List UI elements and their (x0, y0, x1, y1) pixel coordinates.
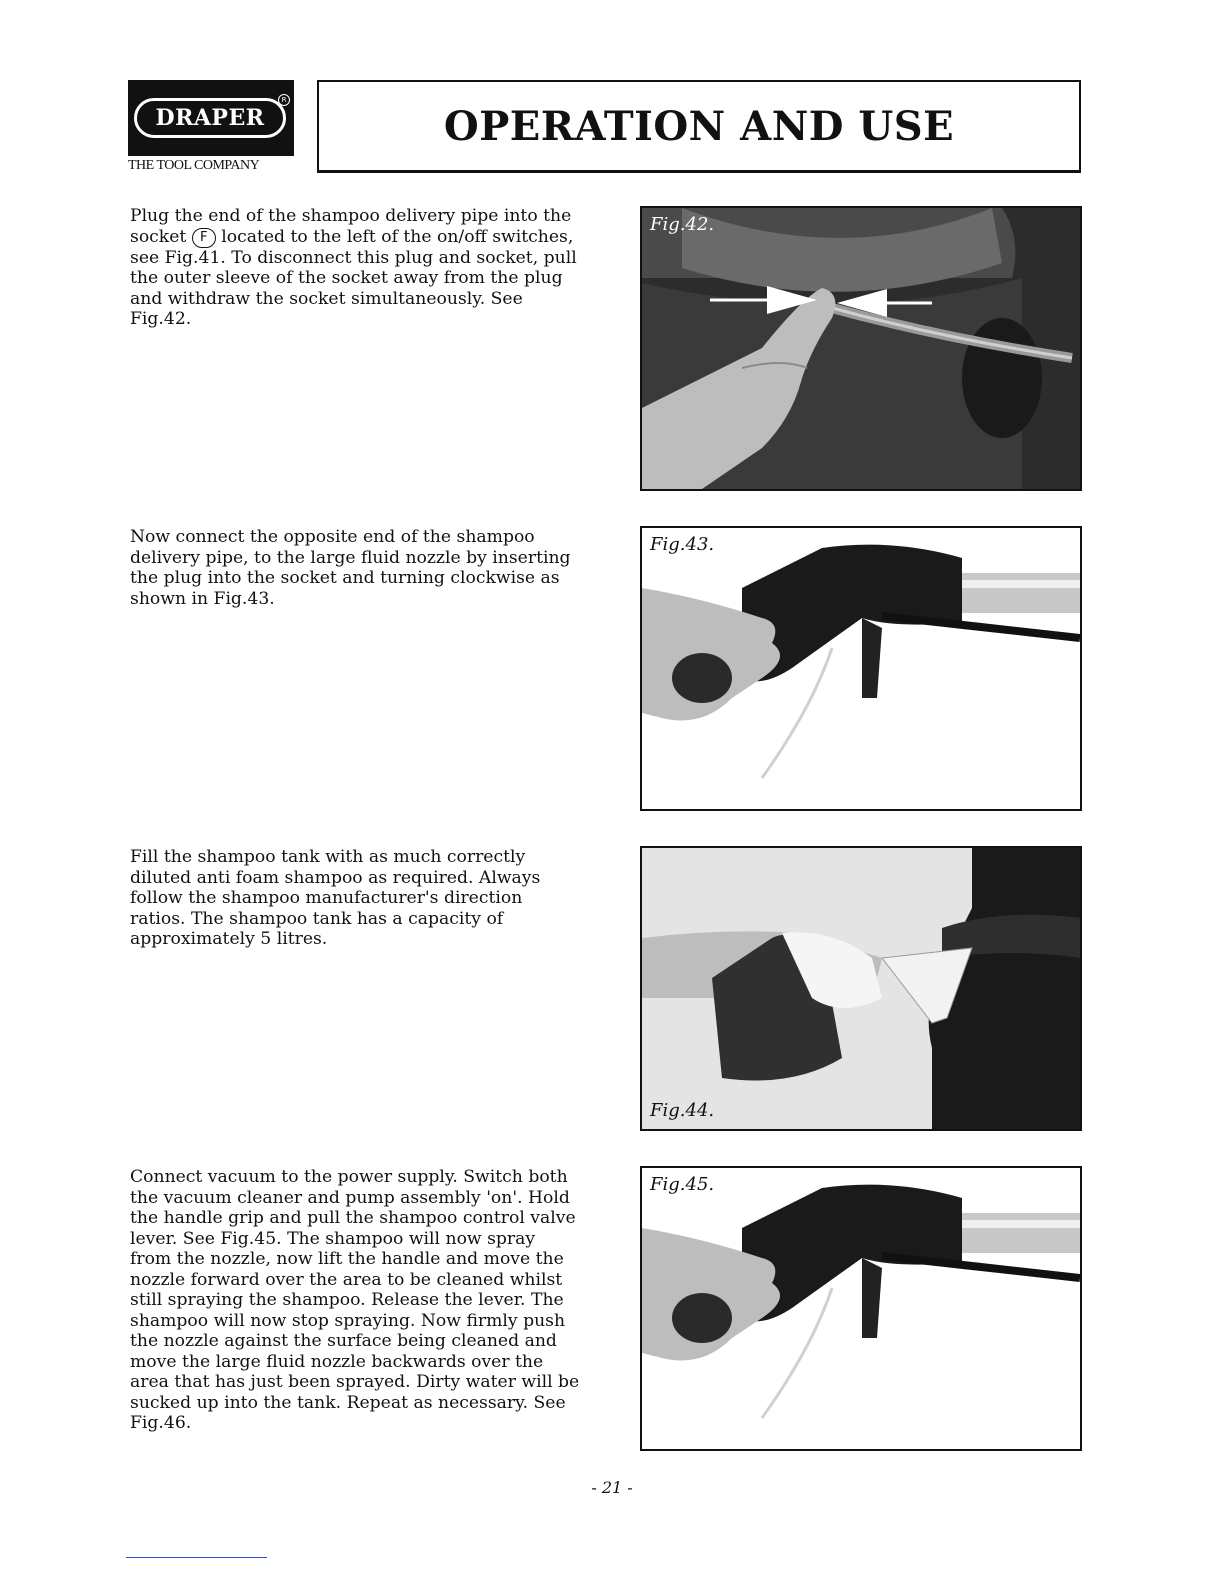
photo-vacuum-socket (642, 208, 1080, 489)
page-title: OPERATION AND USE (443, 102, 955, 150)
title-box (317, 80, 1081, 173)
figure-42 (640, 206, 1082, 491)
footer-rule (126, 1557, 267, 1558)
page-number: - 21 - (591, 1478, 633, 1497)
figure-label: Fig.44. (650, 1100, 715, 1121)
figure-label: Fig.43. (650, 534, 715, 555)
socket-marker-f: F (192, 228, 216, 248)
instruction-paragraph-3: Fill the shampoo tank with as much correctly diluted anti foam shampoo as required. Always follow the shampoo manufacturer's direction ratios. The shampoo tank has a capacity of approximately 5 litres. (130, 847, 541, 949)
instruction-paragraph-4: Connect vacuum to the power supply. Switch both the vacuum cleaner and pump assembly 'on'. Hold the handle grip and pull the shampoo control valve lever. See Fig.45. The shampoo will now spray from the nozzle, now lift the handle and move the nozzle forward over the area to be cleaned whilst still spraying the shampoo. Release the lever. The shampoo will now stop spraying. Now firmly push the nozzle against the surface being cleaned and move the large fluid nozzle backwards over the area that has just been sprayed. Dirty water will be sucked up into the tank. Repeat as necessary. See Fig.46. (130, 1167, 580, 1433)
paragraph-text: located to the left of the on/off switches, see Fig.41. To disconnect this plug and socket, pull the outer sleeve of the socket away from the plug and withdraw the socket simultaneously. See Fig.42. (130, 226, 583, 329)
instruction-paragraph-2: Now connect the opposite end of the shampoo delivery pipe, to the large fluid nozzle by inserting the plug into the socket and turning clockwise as shown in Fig.43. (130, 527, 571, 609)
figure-43 (640, 526, 1082, 811)
instruction-paragraph-1 (130, 206, 583, 330)
registered-mark-icon: R (278, 94, 290, 106)
logo-background (128, 80, 294, 156)
photo-fluid-nozzle (642, 528, 1080, 809)
figure-label: Fig.42. (650, 214, 715, 235)
figure-44 (640, 846, 1082, 1131)
logo-tagline: THE TOOL COMPANY (128, 158, 260, 173)
figure-45 (640, 1166, 1082, 1451)
logo-brand-text: DRAPER (155, 105, 265, 131)
photo-filling-tank (642, 848, 1080, 1129)
photo-spraying-nozzle (642, 1168, 1080, 1449)
figure-label: Fig.45. (650, 1174, 715, 1195)
logo-oval (134, 98, 286, 138)
draper-logo (128, 80, 294, 176)
paragraph-text: Plug the end of the shampoo delivery pipe into the socket (130, 206, 577, 247)
